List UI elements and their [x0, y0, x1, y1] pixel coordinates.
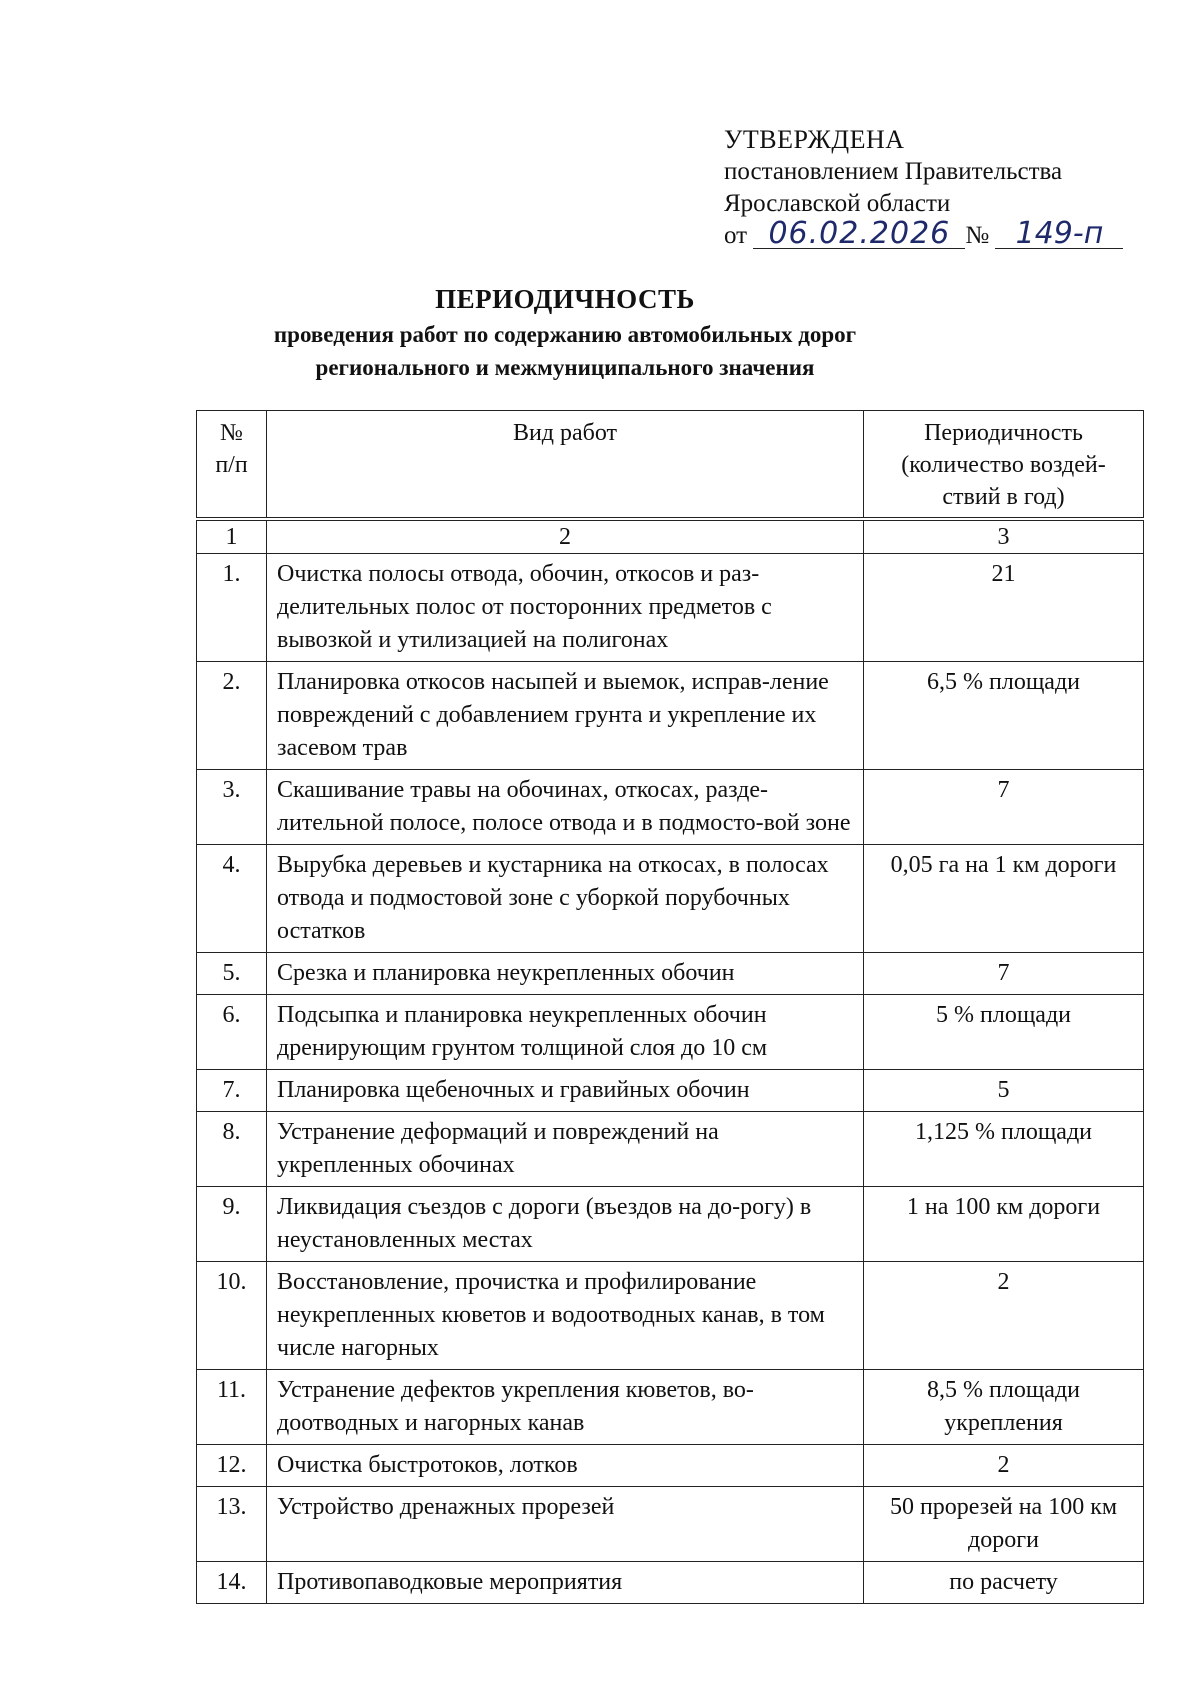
- table-row: [197, 845, 1144, 953]
- row-number: 11.: [197, 1370, 267, 1445]
- row-number: 7.: [197, 1070, 267, 1112]
- row-work-type: Подсыпка и планировка неукрепленных обочин дренирующим грунтом толщиной слоя до 10 см: [267, 995, 864, 1070]
- table-row: [197, 554, 1144, 662]
- title-sub-2: регионального и межмуниципального значения: [315, 355, 815, 380]
- row-work-type: Устройство дренажных прорезей: [267, 1487, 864, 1562]
- row-periodicity: 5 % площади: [864, 995, 1144, 1070]
- row-work-type: Планировка щебеночных и гравийных обочин: [267, 1070, 864, 1112]
- row-periodicity: 5: [864, 1070, 1144, 1112]
- row-periodicity: 2: [864, 1262, 1144, 1370]
- periodicity-table: [196, 410, 1144, 1604]
- approval-date-line: [724, 216, 1123, 252]
- row-work-type: Противопаводковые мероприятия: [267, 1562, 864, 1604]
- row-periodicity: 8,5 % площади укрепления: [864, 1370, 1144, 1445]
- row-periodicity: 2: [864, 1445, 1144, 1487]
- row-work-type: Восстановление, прочистка и профилирование неукрепленных кюветов и водоотводных канав, в том числе нагорных: [267, 1262, 864, 1370]
- row-work-type: Ликвидация съездов с дороги (въездов на до-рогу) в неустановленных местах: [267, 1187, 864, 1262]
- row-number: 14.: [197, 1562, 267, 1604]
- document-title: [0, 280, 1130, 384]
- header-periodicity: Периодичность (количество воздей-ствий в год): [864, 411, 1144, 518]
- from-label: от: [724, 222, 748, 249]
- approval-line-2: Ярославской области: [724, 190, 951, 217]
- row-periodicity: 1,125 % площади: [864, 1112, 1144, 1187]
- table-row: [197, 1187, 1144, 1262]
- row-number: 3.: [197, 770, 267, 845]
- approval-date: 06.02.2026: [753, 220, 965, 249]
- row-work-type: Очистка быстротоков, лотков: [267, 1445, 864, 1487]
- table-row: [197, 1070, 1144, 1112]
- row-number: 10.: [197, 1262, 267, 1370]
- title-main: ПЕРИОДИЧНОСТЬ: [435, 284, 695, 314]
- approval-stamp: [724, 124, 1123, 252]
- row-work-type: Скашивание травы на обочинах, откосах, разде-лительной полосе, полосе отвода и в подмосто-вой зоне: [267, 770, 864, 845]
- row-number: 9.: [197, 1187, 267, 1262]
- row-number: 4.: [197, 845, 267, 953]
- table-row: [197, 770, 1144, 845]
- column-numbers-row: [197, 521, 1144, 554]
- table-row: [197, 953, 1144, 995]
- column-number: 2: [267, 521, 864, 554]
- table-row: [197, 1562, 1144, 1604]
- row-work-type: Срезка и планировка неукрепленных обочин: [267, 953, 864, 995]
- row-number: 5.: [197, 953, 267, 995]
- approval-line-1: постановлением Правительства: [724, 158, 1063, 185]
- table-row: [197, 1112, 1144, 1187]
- row-number: 1.: [197, 554, 267, 662]
- column-number: 1: [197, 521, 267, 554]
- row-number: 13.: [197, 1487, 267, 1562]
- table-row: [197, 1487, 1144, 1562]
- table-header-row: [197, 411, 1144, 518]
- table-row: [197, 1370, 1144, 1445]
- row-periodicity: по расчету: [864, 1562, 1144, 1604]
- row-periodicity: 6,5 % площади: [864, 662, 1144, 770]
- column-number: 3: [864, 521, 1144, 554]
- number-label: №: [965, 222, 990, 249]
- row-work-type: Планировка откосов насыпей и выемок, исправ-ление повреждений с добавлением грунта и укрепление их засевом трав: [267, 662, 864, 770]
- row-work-type: Устранение деформаций и повреждений на укрепленных обочинах: [267, 1112, 864, 1187]
- table-row: [197, 662, 1144, 770]
- row-periodicity: 7: [864, 770, 1144, 845]
- approval-number: 149-п: [995, 220, 1123, 249]
- row-periodicity: 1 на 100 км дороги: [864, 1187, 1144, 1262]
- table-row: [197, 995, 1144, 1070]
- table-row: [197, 1262, 1144, 1370]
- header-num: № п/п: [197, 411, 267, 518]
- approval-heading: УТВЕРЖДЕНА: [724, 125, 905, 154]
- row-number: 6.: [197, 995, 267, 1070]
- row-periodicity: 21: [864, 554, 1144, 662]
- row-periodicity: 7: [864, 953, 1144, 995]
- title-sub-1: проведения работ по содержанию автомобильных дорог: [273, 322, 857, 347]
- row-periodicity: 0,05 га на 1 км дороги: [864, 845, 1144, 953]
- row-number: 8.: [197, 1112, 267, 1187]
- row-number: 12.: [197, 1445, 267, 1487]
- table-row: [197, 1445, 1144, 1487]
- row-work-type: Вырубка деревьев и кустарника на откосах, в полосах отвода и подмостовой зоне с уборкой порубочных остатков: [267, 845, 864, 953]
- row-work-type: Очистка полосы отвода, обочин, откосов и раз-делительных полос от посторонних предметов с вывозкой и утилизацией на полигонах: [267, 554, 864, 662]
- row-work-type: Устранение дефектов укрепления кюветов, во-доотводных и нагорных канав: [267, 1370, 864, 1445]
- row-periodicity: 50 прорезей на 100 км дороги: [864, 1487, 1144, 1562]
- row-number: 2.: [197, 662, 267, 770]
- header-work: Вид работ: [267, 411, 864, 518]
